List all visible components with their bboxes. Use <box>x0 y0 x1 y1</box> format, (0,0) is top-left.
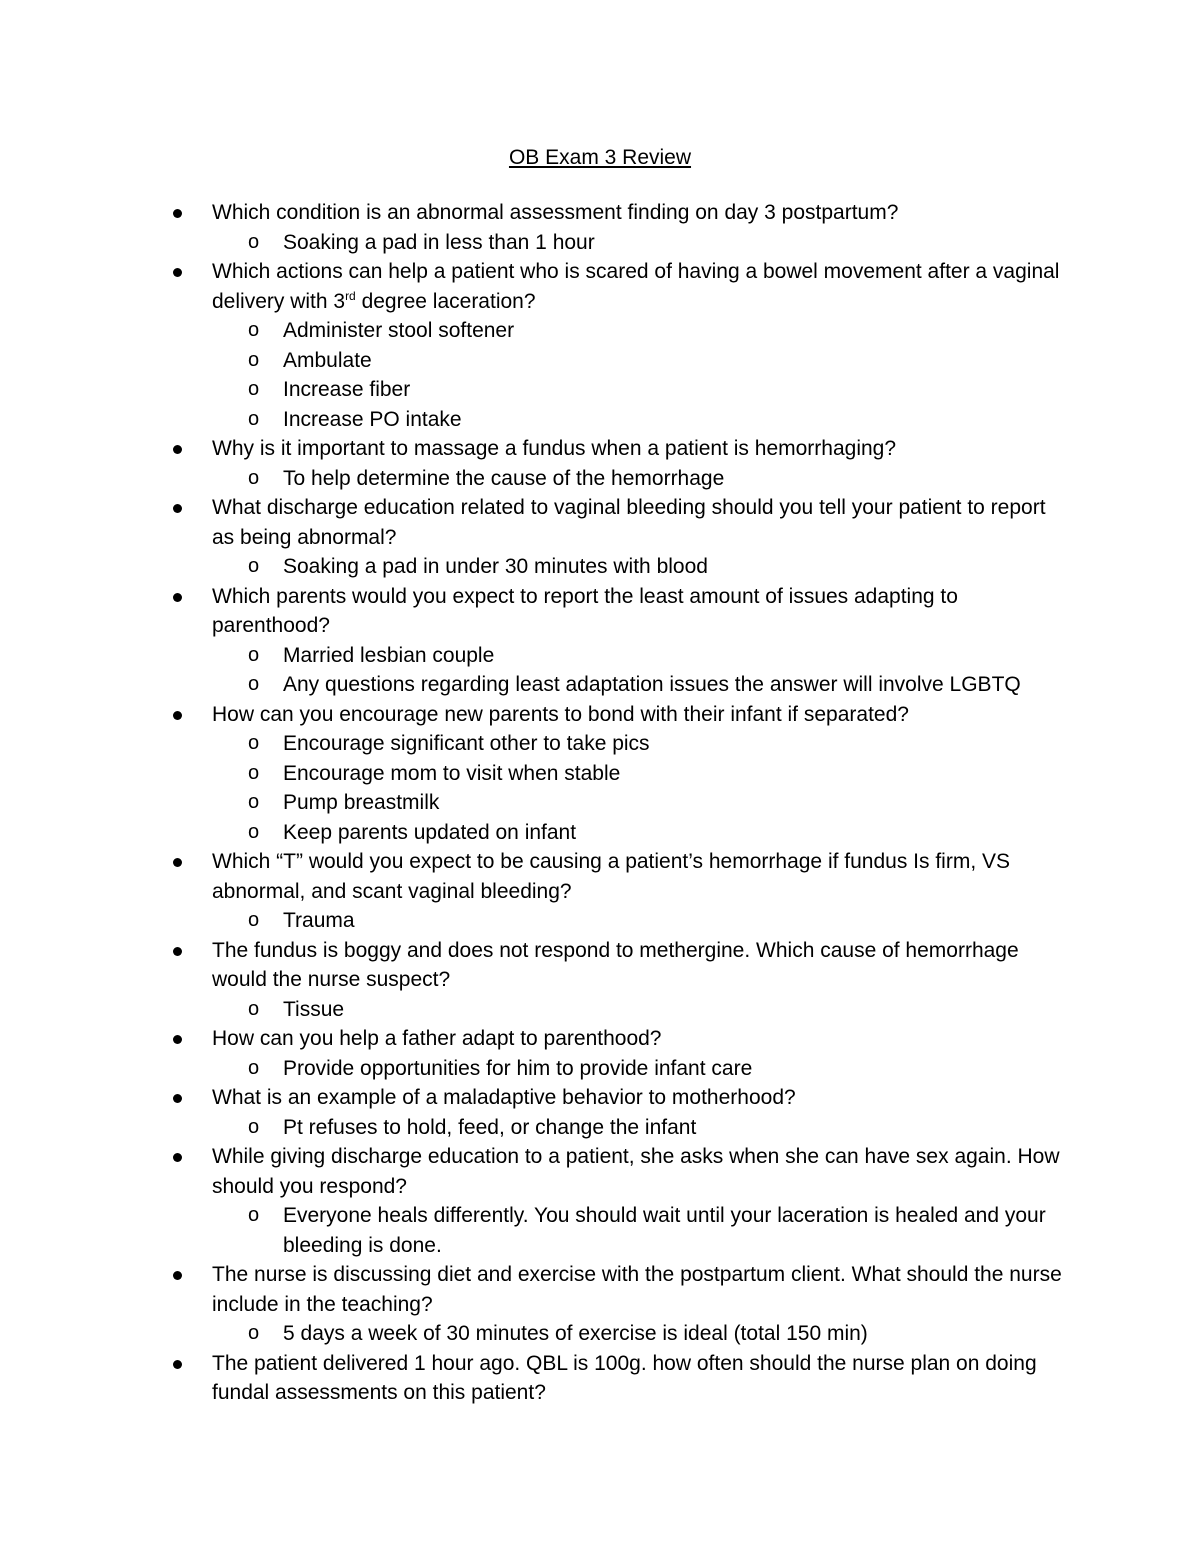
circle-bullet-icon: o <box>248 555 260 577</box>
circle-bullet-icon: o <box>248 820 260 843</box>
question-item <box>0 198 1072 228</box>
answer-item <box>0 1201 1073 1260</box>
answer-text: To help determine the cause of the hemorrhage <box>283 466 725 490</box>
answer-text: Tissue <box>283 997 345 1021</box>
answer-text: Soaking a pad in less than 1 hour <box>283 230 595 254</box>
answer-item <box>0 759 1073 789</box>
answer-item <box>0 818 1073 848</box>
question-text-part: degree laceration? <box>355 289 536 313</box>
question-text <box>212 260 1059 313</box>
answer-item <box>0 1113 1073 1143</box>
question-item <box>0 1260 1072 1319</box>
circle-bullet-icon: o <box>248 791 260 813</box>
answer-text: Pt refuses to hold, feed, or change the infant <box>283 1115 697 1139</box>
question-item <box>0 1349 1072 1408</box>
question-item <box>0 700 1072 730</box>
answer-text: Married lesbian couple <box>283 643 495 667</box>
circle-bullet-icon: o <box>248 319 260 341</box>
question-item <box>0 1142 1072 1201</box>
answer-text: Increase PO intake <box>283 407 462 431</box>
answer-text: Trauma <box>283 909 355 932</box>
ordinal-suffix: rd <box>345 288 356 303</box>
answer-item <box>0 316 1073 346</box>
bullet-icon <box>173 947 182 956</box>
answer-text: Keep parents updated on infant <box>283 820 577 844</box>
bullet-icon <box>173 1153 182 1162</box>
bullet-icon <box>173 209 182 218</box>
question-item <box>0 847 1072 906</box>
question-item <box>0 582 1072 641</box>
circle-bullet-icon: o <box>248 466 260 489</box>
answer-item <box>0 1054 1073 1084</box>
question-text-part: Which actions can help a patient who is scared of having a bowel movement after a vaginal delivery with 3 <box>212 260 1060 313</box>
circle-bullet-icon: o <box>248 348 260 371</box>
question-item <box>0 493 1072 552</box>
answer-item <box>0 552 1073 582</box>
answer-item <box>0 641 1073 671</box>
circle-bullet-icon: o <box>248 1322 260 1344</box>
answer-item <box>0 405 1073 435</box>
question-item <box>0 434 1072 464</box>
circle-bullet-icon: o <box>248 378 260 400</box>
answer-text: Pump breastmilk <box>283 791 440 814</box>
answer-text: Provide opportunities for him to provide infant care <box>283 1056 753 1080</box>
answer-text: Encourage significant other to take pics <box>283 732 650 755</box>
question-text: The patient delivered 1 hour ago. QBL is 100g. how often should the nurse plan on doing fundal assessments on this patient? <box>212 1351 1037 1404</box>
question-list <box>0 198 1200 1408</box>
circle-bullet-icon: o <box>248 997 260 1020</box>
question-text: What discharge education related to vaginal bleeding should you tell your patient to report as being abnormal? <box>212 496 1046 549</box>
answer-item <box>0 1319 1073 1349</box>
bullet-icon <box>173 1360 182 1369</box>
answer-item <box>0 228 1073 258</box>
circle-bullet-icon: o <box>248 1115 260 1138</box>
bullet-icon <box>173 445 182 454</box>
answer-text: 5 days a week of 30 minutes of exercise is ideal (total 150 min) <box>283 1322 868 1345</box>
circle-bullet-icon: o <box>248 732 260 754</box>
circle-bullet-icon: o <box>248 673 260 695</box>
answer-text: Encourage mom to visit when stable <box>283 761 621 785</box>
question-item <box>0 1083 1072 1113</box>
answer-item <box>0 906 1073 936</box>
bullet-icon <box>173 858 182 867</box>
circle-bullet-icon: o <box>248 1204 260 1226</box>
circle-bullet-icon: o <box>248 643 260 666</box>
answer-item <box>0 346 1073 376</box>
answer-item <box>0 995 1073 1025</box>
circle-bullet-icon: o <box>248 1056 260 1079</box>
question-text: What is an example of a maladaptive behavior to motherhood? <box>212 1086 796 1109</box>
question-text: Why is it important to massage a fundus when a patient is hemorrhaging? <box>212 437 897 460</box>
answer-text: Administer stool softener <box>283 319 515 342</box>
answer-item <box>0 464 1073 494</box>
question-item <box>0 257 1072 316</box>
question-text: The fundus is boggy and does not respond to methergine. Which cause of hemorrhage would the nurse suspect? <box>212 938 1019 991</box>
question-text: How can you help a father adapt to parenthood? <box>212 1027 662 1050</box>
bullet-icon <box>173 711 182 720</box>
circle-bullet-icon: o <box>248 230 260 253</box>
answer-text: Soaking a pad in under 30 minutes with blood <box>283 555 708 578</box>
bullet-icon <box>173 1094 182 1103</box>
question-item <box>0 1024 1072 1054</box>
circle-bullet-icon: o <box>248 761 260 784</box>
answer-text: Ambulate <box>283 348 372 372</box>
circle-bullet-icon: o <box>248 407 260 430</box>
answer-item <box>0 729 1073 759</box>
question-text: Which “T” would you expect to be causing a patient’s hemorrhage if fundus Is firm, VS abnormal, and scant vaginal bleeding? <box>212 850 1010 903</box>
question-item <box>0 936 1072 995</box>
answer-text: Everyone heals differently. You should wait until your laceration is healed and your bleeding is done. <box>283 1204 1046 1257</box>
bullet-icon <box>173 268 182 277</box>
question-text: Which parents would you expect to report the least amount of issues adapting to parenthood? <box>212 584 958 637</box>
question-text: How can you encourage new parents to bond with their infant if separated? <box>212 702 909 726</box>
bullet-icon <box>173 1035 182 1044</box>
answer-item <box>0 375 1073 405</box>
answer-text: Increase fiber <box>283 378 411 401</box>
question-text: The nurse is discussing diet and exercise with the postpartum client. What should the nurse include in the teaching? <box>212 1263 1062 1316</box>
bullet-icon <box>173 593 182 602</box>
question-text: While giving discharge education to a patient, she asks when she can have sex again. How should you respond? <box>212 1145 1060 1198</box>
circle-bullet-icon: o <box>248 909 260 931</box>
bullet-icon <box>173 1271 182 1280</box>
answer-text: Any questions regarding least adaptation issues the answer will involve LGBTQ <box>283 673 1021 696</box>
question-text: Which condition is an abnormal assessment finding on day 3 postpartum? <box>212 201 899 224</box>
answer-item <box>0 788 1073 818</box>
answer-item <box>0 670 1073 700</box>
document-title: OB Exam 3 Review <box>508 146 692 169</box>
bullet-icon <box>173 504 182 513</box>
